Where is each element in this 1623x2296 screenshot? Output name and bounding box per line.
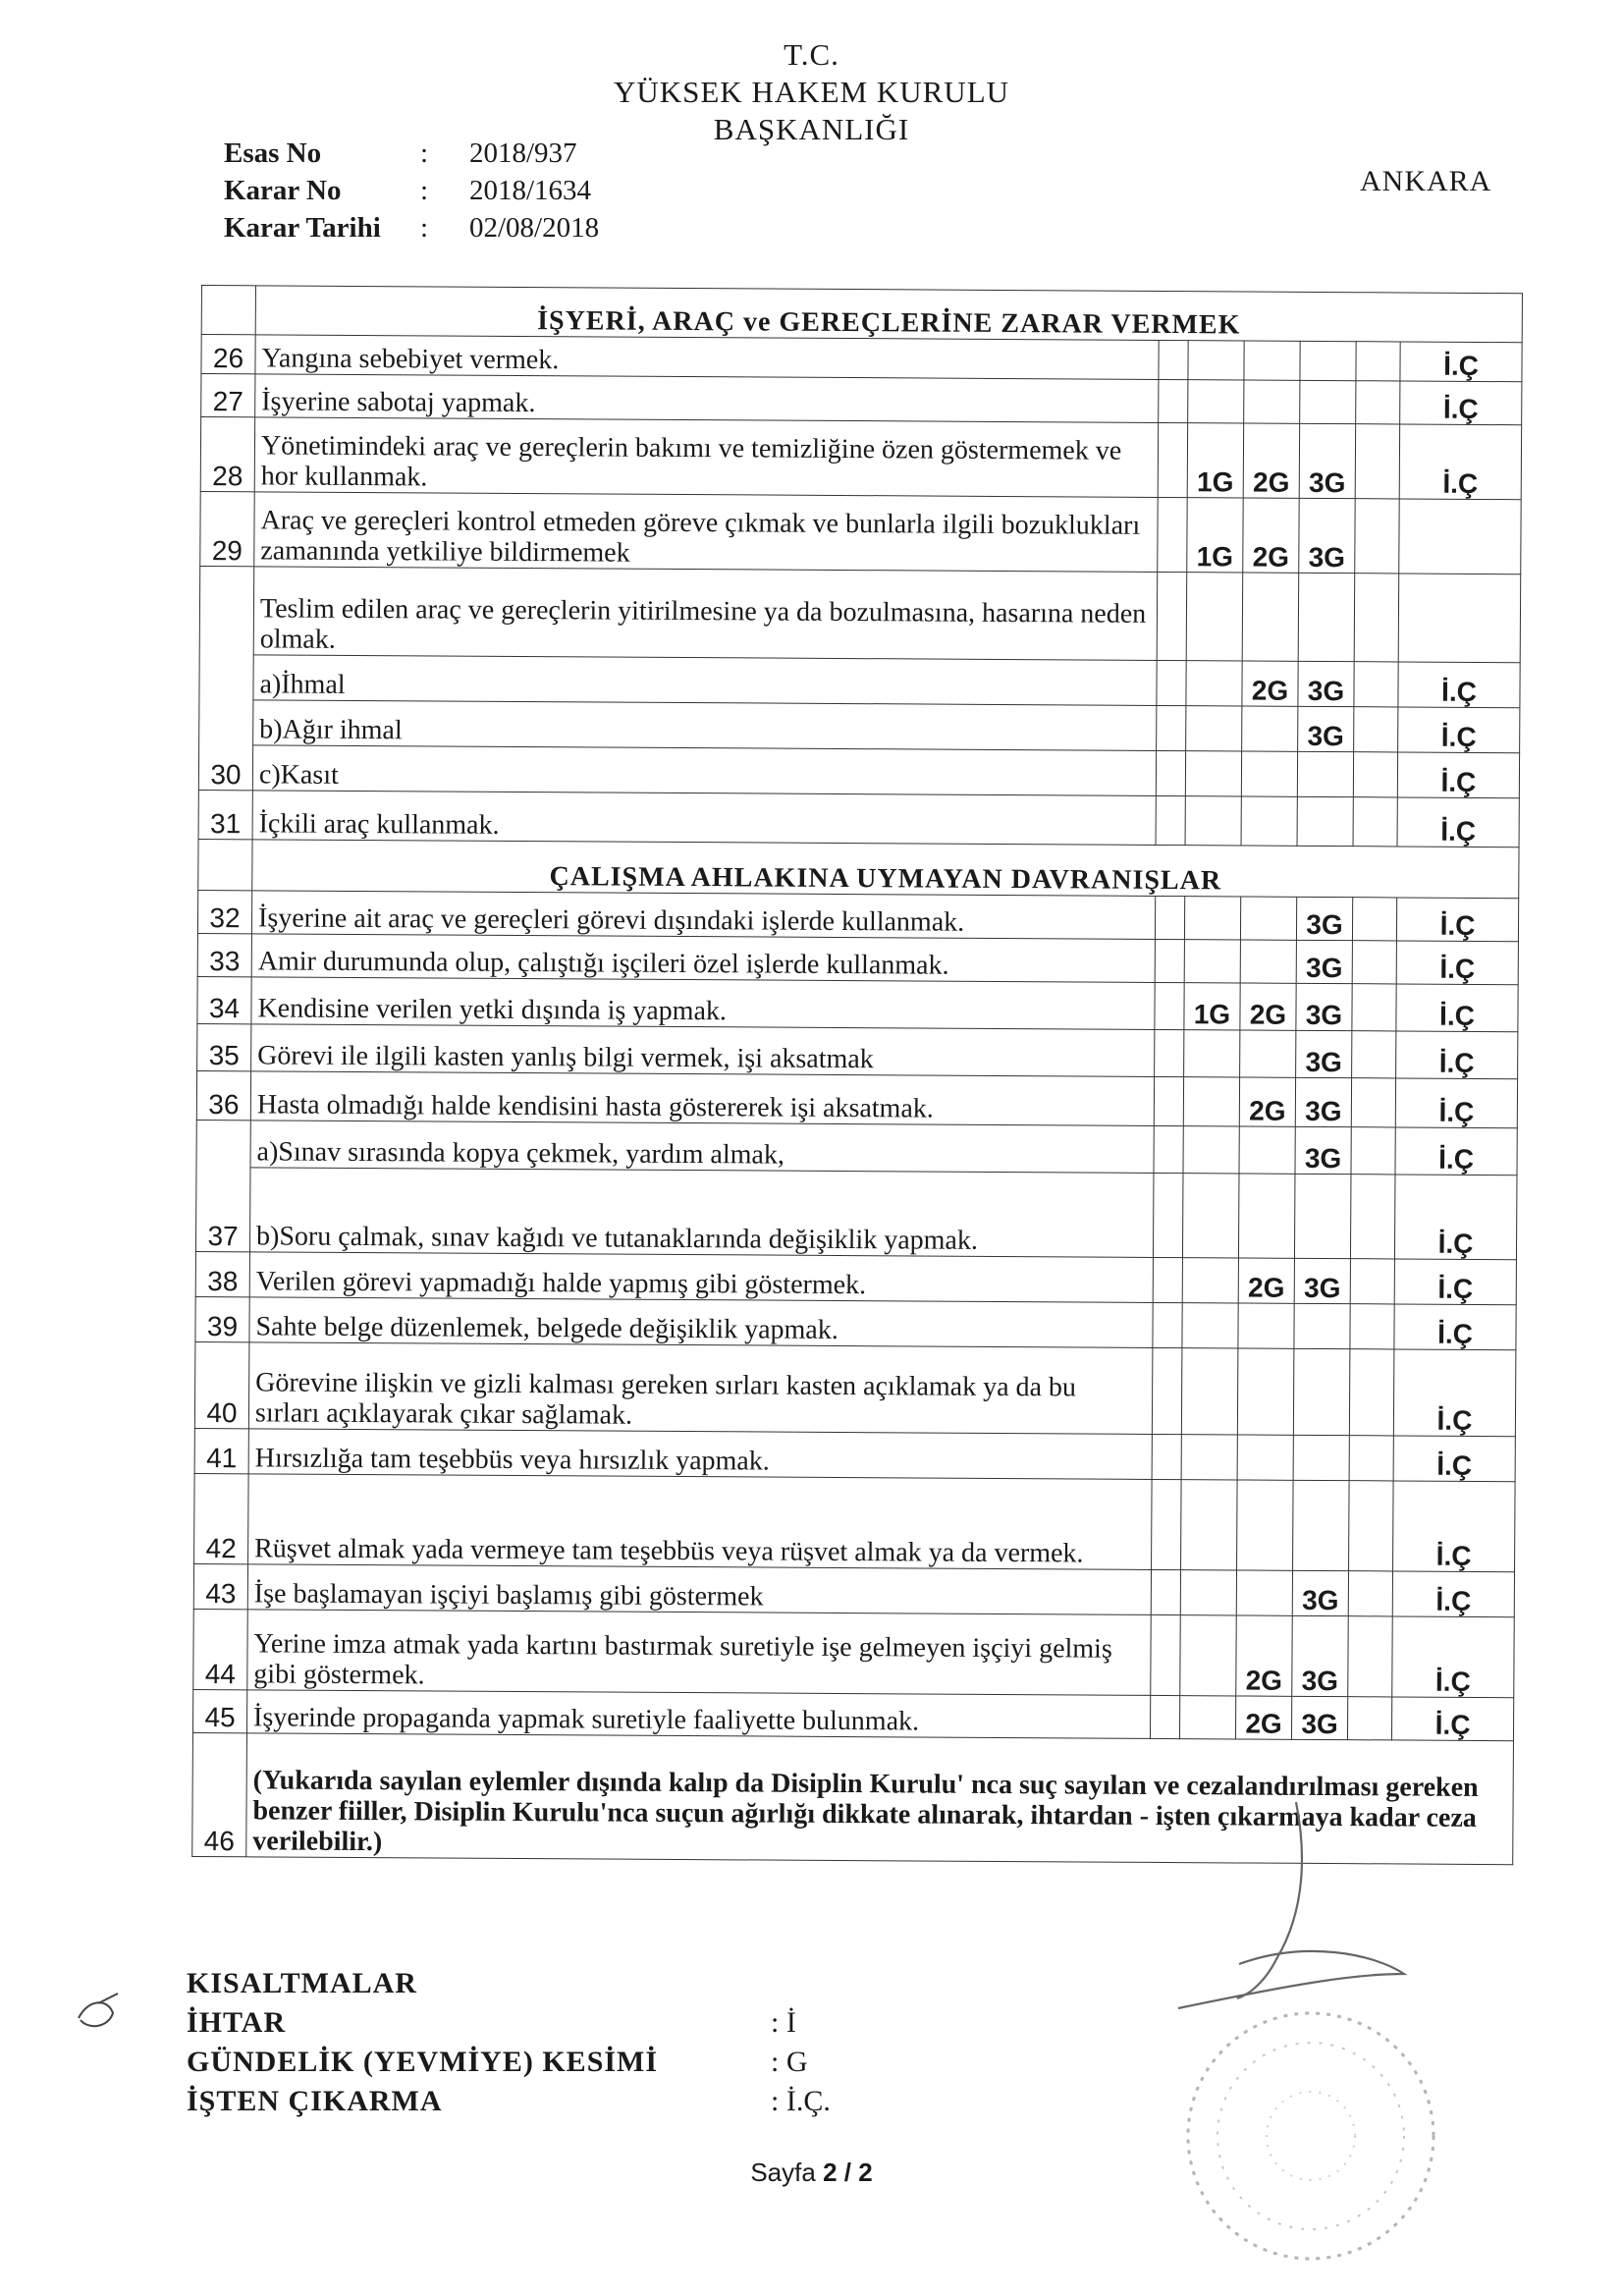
table-row: [196, 1070, 1517, 1127]
row-text: Yönetimindeki araç ve gereçlerin bakımı ve temizliğine özen göstermemek ve hor kullanmak.: [254, 417, 1158, 498]
penalty-ic: İ.Ç: [1391, 1697, 1513, 1741]
penalty-1g: [1180, 1615, 1236, 1696]
row-number: 29: [200, 491, 254, 566]
row-text: Verilen görevi yapmadığı halde yapmış gibi göstermek.: [249, 1252, 1153, 1303]
table-row: [195, 1251, 1516, 1304]
penalty-1g: [1181, 1348, 1238, 1435]
penalty-ic: İ.Ç: [1394, 1259, 1516, 1305]
row-number: 46: [192, 1732, 247, 1856]
penalty-1g: [1184, 1030, 1240, 1077]
penalty-1g: [1179, 1696, 1235, 1739]
penalty-2g: [1242, 706, 1298, 751]
penalty-2g: [1238, 1174, 1295, 1258]
section-header-row: [201, 286, 1522, 343]
table-row: [201, 374, 1522, 425]
row-text: Görevine ilişkin ve gizli kalması gereken sırları kasten açıklamak ya da bu sırları açıklayarak çıkar sağlamak.: [248, 1342, 1153, 1435]
penalty-3g: 3G: [1299, 498, 1355, 573]
header-institution: YÜKSEK HAKEM KURULU: [613, 75, 1010, 109]
penalty-3g: [1297, 796, 1353, 846]
row-text: Yangına sebebiyet vermek.: [255, 335, 1159, 380]
penalty-ic: İ.Ç: [1396, 941, 1518, 985]
stamp-seal-icon: [1163, 1989, 1458, 2283]
row-number: 26: [201, 335, 255, 374]
case-metadata: [224, 135, 599, 246]
row-number: 35: [197, 1023, 251, 1070]
meta-label: Karar No: [224, 175, 342, 206]
row-number: 27: [201, 374, 255, 417]
penalty-3g: 3G: [1298, 706, 1354, 751]
penalty-ic: [1398, 574, 1521, 663]
penalty-1g: 1G: [1184, 983, 1240, 1030]
row-number: 32: [197, 890, 251, 933]
meta-colon: :: [420, 175, 429, 206]
penalty-2g: [1237, 1348, 1294, 1435]
penalty-ic: İ.Ç: [1392, 1616, 1515, 1698]
penalty-3g: [1294, 1303, 1350, 1348]
header-city: ANKARA: [1360, 165, 1492, 197]
row-text: Yerine imza atmak yada kartını bastırmak suretiyle işe gelmeyen işçiyi gelmiş gibi göstermek.: [247, 1610, 1151, 1696]
penalty-ic: İ.Ç: [1396, 898, 1518, 942]
penalty-3g: 3G: [1292, 1570, 1348, 1615]
row-number: 42: [194, 1473, 249, 1563]
abbr-label: İŞTEN ÇIKARMA: [187, 2085, 443, 2117]
table-row: [200, 491, 1521, 574]
abbr-value: : İ.Ç.: [771, 2085, 831, 2117]
penalty-2g: [1236, 1570, 1292, 1615]
row-number: 39: [195, 1296, 249, 1341]
penalty-ic: İ.Ç: [1397, 797, 1519, 847]
penalty-ic: İ.Ç: [1398, 707, 1520, 753]
penalty-3g: 3G: [1298, 661, 1354, 706]
table-row: [197, 890, 1518, 941]
table-row: [198, 790, 1519, 847]
penalty-3g: [1297, 751, 1353, 796]
table-row: [199, 699, 1520, 752]
penalty-2g: [1240, 1030, 1296, 1077]
row-number: 33: [197, 933, 251, 976]
penalty-2g: 2G: [1243, 423, 1299, 498]
meta-value: 02/08/2018: [469, 212, 600, 244]
meta-value: 2018/1634: [469, 175, 592, 206]
table-row: [194, 1341, 1516, 1436]
abbr-value: : G: [771, 2046, 808, 2078]
page-number: 2 / 2: [823, 2158, 873, 2187]
table-row: [192, 1689, 1513, 1740]
row-text: Araç ve gereçleri kontrol etmeden göreve çıkmak ve bunlarla ilgili bozuklukları zamanında yetkiliye bildirmemek: [254, 492, 1158, 573]
penalty-1g: [1183, 1077, 1239, 1126]
penalty-2g: 2G: [1238, 1258, 1294, 1303]
penalty-ic: İ.Ç: [1394, 1175, 1517, 1260]
penalty-1g: [1185, 751, 1241, 796]
table-row: [193, 1609, 1515, 1697]
table-row: [193, 1563, 1514, 1616]
penalty-ic: İ.Ç: [1393, 1481, 1516, 1572]
row-number: 45: [192, 1689, 246, 1732]
penalty-3g: 3G: [1296, 940, 1352, 983]
penalty-1g: [1180, 1570, 1236, 1615]
section-header-row: [198, 839, 1519, 898]
penalty-ic: İ.Ç: [1398, 662, 1520, 708]
penalty-ic: İ.Ç: [1394, 1304, 1516, 1350]
penalty-2g: 2G: [1239, 1077, 1295, 1126]
row-text: Görevi ile ilgili kasten yanlış bilgi vermek, işi aksatmak: [251, 1024, 1155, 1077]
meta-label: Karar Tarihi: [224, 212, 381, 244]
row-text: Amir durumunda olup, çalıştığı işçileri özel işlerde kullanmak.: [251, 934, 1155, 983]
row-number: 44: [193, 1609, 247, 1689]
table-row: [194, 1428, 1515, 1481]
table-row: [199, 654, 1520, 707]
penalty-2g: 2G: [1236, 1615, 1292, 1696]
row-number: 36: [196, 1070, 250, 1120]
row-text: Hasta olmadığı halde kendisini hasta göstererek işi aksatmak.: [250, 1071, 1154, 1126]
row-text: Rüşvet almak yada vermeye tam teşebbüs veya rüşvet almak ya da vermek.: [248, 1474, 1153, 1570]
meta-esas-no: [224, 135, 599, 172]
penalty-2g: [1240, 897, 1296, 940]
discipline-table: [191, 285, 1523, 1865]
row-number: 38: [195, 1251, 249, 1296]
table-row: [200, 417, 1521, 500]
penalty-1g: [1181, 1480, 1238, 1570]
penalty-1g: [1184, 897, 1240, 940]
penalty-1g: 1G: [1187, 423, 1243, 498]
penalty-ic: İ.Ç: [1393, 1436, 1515, 1482]
penalty-1g: [1181, 1435, 1237, 1480]
row-number: 37: [195, 1120, 250, 1251]
penalty-3g: 3G: [1296, 983, 1352, 1030]
penalty-ic: İ.Ç: [1392, 1571, 1514, 1617]
row-number: 34: [197, 976, 251, 1023]
meta-karar-tarihi: [224, 209, 599, 246]
penalty-ic: İ.Ç: [1400, 342, 1522, 382]
penalty-1g: [1182, 1303, 1238, 1348]
penalty-2g: [1241, 751, 1297, 796]
penalty-3g: 3G: [1296, 1030, 1352, 1077]
penalty-2g: [1244, 341, 1300, 380]
meta-colon: :: [420, 137, 429, 169]
table-row: [195, 1296, 1516, 1349]
row-text: İşyerinde propaganda yapmak suretiyle faaliyette bulunmak.: [246, 1690, 1150, 1739]
penalty-2g: [1237, 1480, 1294, 1570]
penalty-2g: 2G: [1242, 661, 1298, 706]
row-text: Kendisine verilen yetki dışında iş yapmak.: [251, 977, 1155, 1030]
penalty-1g: [1184, 940, 1240, 983]
penalty-3g: [1298, 573, 1355, 661]
header-department: BAŞKANLIĞI: [713, 112, 910, 146]
penalty-3g: 3G: [1295, 1077, 1351, 1126]
penalty-1g: [1183, 1126, 1239, 1174]
row-number: 43: [193, 1563, 247, 1609]
penalty-3g: 3G: [1296, 897, 1352, 940]
penalty-1g: [1186, 661, 1242, 706]
row-text: a)Sınav sırasında kopya çekmek, yardım almak,: [250, 1121, 1154, 1174]
penalty-3g: [1300, 341, 1356, 380]
penalty-3g: [1294, 1174, 1351, 1258]
penalty-1g: [1188, 341, 1244, 380]
penalty-1g: [1186, 706, 1242, 751]
penalty-1g: [1185, 796, 1241, 846]
penalty-3g: 3G: [1291, 1696, 1347, 1739]
penalty-3g: [1293, 1348, 1350, 1435]
penalty-2g: 2G: [1240, 983, 1296, 1030]
note-text: (Yukarıda sayılan eylemler dışında kalıp da Disiplin Kurulu' nca suç sayılan ve cezalandırılması gereken benzer fiiller, Disiplin Kurulu'nca suçun ağırlığı dikkate alınarak, ihtardan - işten çıkarmaya kadar ceza verilebilir.): [246, 1733, 1514, 1865]
abbreviations-title: KISALTMALAR: [187, 1967, 417, 1999]
penalty-1g: [1182, 1174, 1239, 1258]
penalty-ic: İ.Ç: [1399, 424, 1522, 500]
penalty-ic: İ.Ç: [1397, 752, 1519, 798]
row-text: Teslim edilen araç ve gereçlerin yitirilmesine ya da bozulmasına, hasarına neden olmak.: [253, 567, 1158, 661]
row-number: 31: [198, 790, 252, 839]
row-text: İşe başlamayan işçiyi başlamış gibi göstermek: [247, 1564, 1151, 1615]
penalty-ic: [1399, 499, 1522, 574]
penalty-ic: İ.Ç: [1395, 1127, 1517, 1175]
penalty-1g: [1188, 380, 1244, 423]
section-title: İŞYERİ, ARAÇ ve GEREÇLERİNE ZARAR VERMEK: [255, 286, 1522, 343]
row-text: İşyerine ait araç ve gereçleri görevi dışındaki işlerde kullanmak.: [251, 891, 1155, 940]
table-row: [197, 1023, 1518, 1078]
penalty-1g: [1186, 573, 1243, 661]
penalty-2g: [1240, 940, 1296, 983]
penalty-2g: 2G: [1235, 1696, 1291, 1739]
table-row: [196, 1120, 1517, 1175]
row-text: b)Ağır ihmal: [253, 700, 1157, 751]
penalty-2g: [1237, 1435, 1293, 1480]
penalty-1g: 1G: [1187, 498, 1243, 573]
abbreviations-block: [187, 1964, 658, 2121]
row-text: c)Kasıt: [252, 745, 1156, 796]
row-text: Sahte belge düzenlemek, belgede değişiklik yapmak.: [249, 1297, 1153, 1348]
page-label: Sayfa: [750, 2158, 824, 2187]
meta-label: Esas No: [224, 137, 322, 169]
table-row: [198, 744, 1519, 797]
penalty-3g: [1293, 1480, 1350, 1570]
meta-colon: :: [420, 212, 429, 244]
penalty-ic: İ.Ç: [1396, 984, 1518, 1032]
row-number: 40: [194, 1341, 249, 1428]
penalty-3g: [1293, 1435, 1349, 1480]
margin-mark-icon: [69, 1989, 128, 2038]
meta-value: 2018/937: [469, 137, 577, 169]
abbreviations-values: [771, 2003, 831, 2121]
penalty-2g: 2G: [1243, 498, 1299, 573]
row-number: 41: [194, 1428, 248, 1473]
row-number: 28: [200, 417, 254, 492]
penalty-2g: [1244, 380, 1300, 423]
row-number: 30: [198, 566, 253, 790]
signature-icon: [1159, 1792, 1414, 2018]
penalty-ic: İ.Ç: [1395, 1078, 1517, 1128]
penalty-ic: İ.Ç: [1400, 381, 1522, 425]
penalty-3g: 3G: [1292, 1615, 1348, 1696]
header-tc: T.C.: [784, 37, 839, 72]
table-row: [199, 566, 1521, 662]
penalty-2g: [1242, 573, 1299, 661]
table-row: [197, 933, 1518, 984]
meta-karar-no: [224, 172, 599, 209]
penalty-ic: İ.Ç: [1396, 1031, 1518, 1079]
penalty-2g: [1241, 796, 1297, 846]
table-row: [195, 1167, 1517, 1259]
penalty-2g: [1239, 1126, 1295, 1174]
abbr-value: : İ: [771, 2006, 796, 2039]
penalty-ic: İ.Ç: [1393, 1349, 1516, 1437]
penalty-3g: 3G: [1295, 1126, 1351, 1174]
penalty-2g: [1238, 1303, 1294, 1348]
table-row: [197, 976, 1518, 1031]
abbr-label: GÜNDELİK (YEVMİYE) KESİMİ: [187, 2046, 659, 2078]
row-text: İçkili araç kullanmak.: [252, 791, 1156, 846]
row-text: a)İhmal: [253, 655, 1157, 706]
abbr-label: İHTAR: [187, 2006, 287, 2039]
row-text: b)Soru çalmak, sınav kağıdı ve tutanaklarında değişiklik yapmak.: [249, 1168, 1154, 1258]
penalty-1g: [1182, 1258, 1238, 1303]
penalty-3g: [1300, 380, 1356, 423]
penalty-3g: 3G: [1294, 1258, 1350, 1303]
penalty-3g: 3G: [1299, 423, 1355, 498]
row-text: Hırsızlığa tam teşebbüs veya hırsızlık yapmak.: [248, 1429, 1152, 1480]
table-row: [194, 1473, 1516, 1571]
row-text: İşyerine sabotaj yapmak.: [255, 374, 1159, 423]
section-title: ÇALIŞMA AHLAKINA UYMAYAN DAVRANIŞLAR: [252, 840, 1519, 899]
